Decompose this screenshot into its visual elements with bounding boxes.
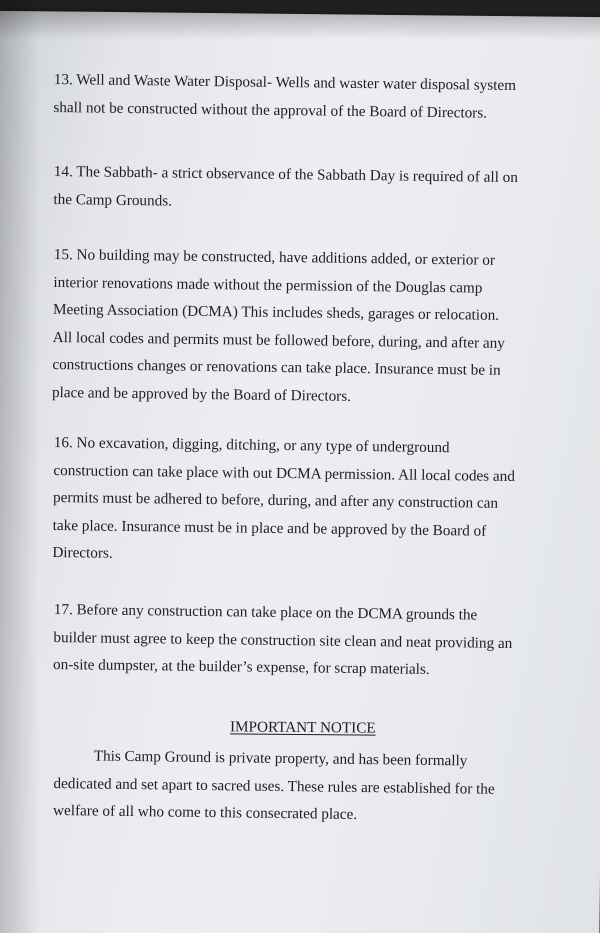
rule-16-line: 16. No excavation, digging, ditching, or any type of underground (53, 433, 450, 457)
rule-13 (53, 66, 544, 127)
rule-14-line: the Camp Grounds. (53, 190, 173, 210)
rule-16-line: Directors. (52, 543, 113, 562)
rule-16-line: take place. Insurance must be in place and be approved by the Board of (52, 516, 487, 540)
rule-17 (53, 596, 544, 685)
rule-13-line: shall not be constructed without the approval of the Board of Directors. (53, 98, 488, 122)
rule-17-line: builder must agree to keep the construction site clean and neat providing an (53, 628, 513, 652)
notice-body (53, 742, 544, 831)
rule-15 (52, 241, 544, 412)
rule-15-line: Meeting Association (DCMA) This includes sheds, garages or relocation. (52, 300, 500, 324)
notice-line: This Camp Ground is private property, and has been formally (93, 747, 468, 770)
rule-14 (53, 158, 544, 219)
rule-15-line: All local codes and permits must be followed before, during, and after any (52, 328, 505, 352)
rule-15-line: constructions changes or renovations can take place. Insurance must be in (52, 355, 501, 379)
rule-16 (52, 429, 544, 573)
notice-line: welfare of all who come to this consecrated place. (52, 801, 358, 823)
notice-line: dedicated and set apart to sacred uses. These rules are established for the (53, 774, 495, 798)
rule-15-line: interior renovations made without the permission of the Douglas camp (53, 273, 483, 297)
rule-17-line: 17. Before any construction can take place on the DCMA grounds the (53, 600, 478, 624)
rule-17-line: on-site dumpster, at the builder’s expense, for scrap materials. (52, 655, 430, 678)
notice-title: IMPORTANT NOTICE (229, 718, 376, 737)
rule-13-line: 13. Well and Waste Water Disposal- Wells and waster water disposal system (53, 70, 517, 95)
rule-15-line: 15. No building may be constructed, have additions added, or exterior or (53, 245, 496, 269)
rule-16-line: permits must be adhered to before, during, and after any construction can (52, 488, 499, 512)
rule-15-line: place and be approved by the Board of Directors. (51, 383, 352, 405)
rule-14-line: 14. The Sabbath- a strict observance of the Sabbath Day is required of all on (53, 162, 518, 187)
rule-16-line: construction can take place with out DCMA permission. All local codes and (53, 461, 515, 485)
